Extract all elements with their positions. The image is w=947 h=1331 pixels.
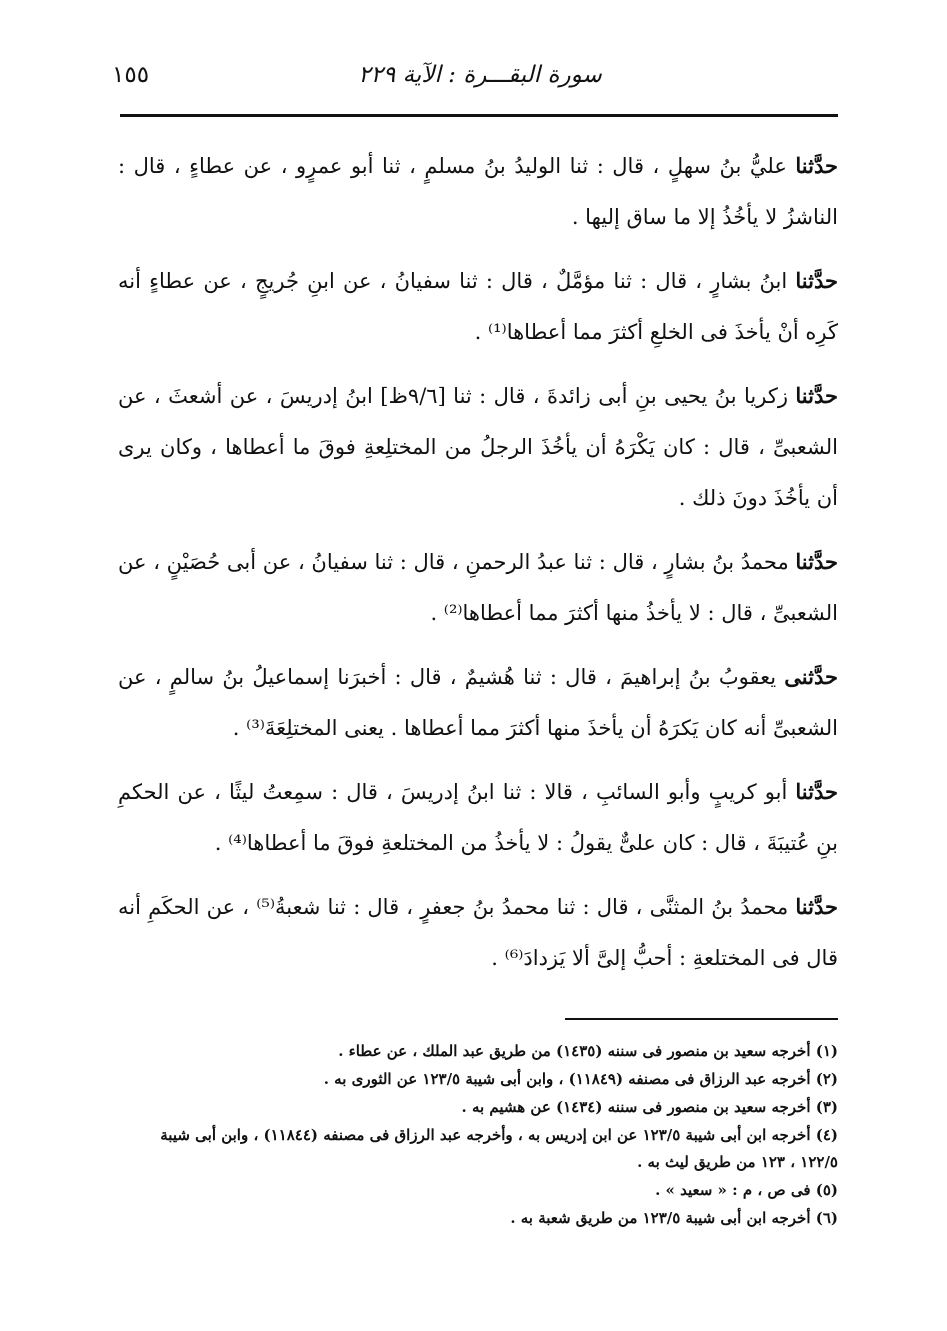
- hadith-paragraph: [118, 881, 838, 984]
- narration-text: أبو كريبٍ وأبو السائبِ ، قالا : ثنا ابنُ إدريسَ ، قال : سمِعتُ ليثًا ، عن الحكمِ بنِ عُتيبَةَ ، قال : كان علىٌّ يقولُ : لا يأخذُ من المختلعةِ فوقَ ما أعطاها⁽⁴⁾ .: [118, 780, 838, 855]
- footnote: (٣) أخرجه سعيد بن منصور فى سننه (١٤٣٤) عن هشيم به .: [461, 1098, 838, 1116]
- narration-lead: حدَّثنا: [795, 153, 838, 178]
- hadith-paragraph: [118, 766, 838, 869]
- hadith-paragraph: [118, 370, 838, 524]
- footnote: (٢) أخرجه عبد الرزاق فى مصنفه (١١٨٤٩) ، وابن أبى شيبة ١٢٣/٥ عن الثورى به .: [323, 1070, 838, 1088]
- footnote: (١) أخرجه سعيد بن منصور فى سننه (١٤٣٥) من طريق عبد الملك ، عن عطاء .: [338, 1042, 838, 1060]
- running-header-title: سورة البقـــرة : الآية ٢٢٩: [358, 62, 602, 88]
- narration-text: محمدُ بنُ بشارٍ ، قال : ثنا عبدُ الرحمنِ ، قال : ثنا سفيانُ ، عن أبى حُصَيْنٍ ، عن الشعبىِّ ، قال : لا يأخذُ منها أكثرَ مما أعطاها⁽²⁾ .: [118, 550, 838, 625]
- main-text: [118, 140, 838, 996]
- narration-text: يعقوبُ بنُ إبراهيمَ ، قال : ثنا هُشيمٌ ، قال : أخبرَنا إسماعيلُ بنُ سالمٍ ، عن الشعبىِّ أنه كان يَكرَهُ أن يأخذَ منها أكثرَ مما أعطاها . يعنى المختلِعَةَ⁽³⁾ .: [118, 665, 838, 740]
- footnote: (٤) أخرجه ابن أبى شيبة ١٢٣/٥ عن ابن إدريس به ، وأخرجه عبد الرزاق فى مصنفه (١١٨٤٤) ، وابن أبى شيبة ١٢٢/٥ ، ١٢٣ من طريق ليث به .: [160, 1126, 838, 1171]
- header-divider: [120, 114, 838, 117]
- narration-text: زكريا بنُ يحيى بنِ أبى زائدةَ ، قال : ثنا [٩/٦ظ] ابنُ إدريسَ ، عن أشعثَ ، عن الشعبىِّ ، قال : كان يَكْرَهُ أن يأخُذَ الرجلُ من المختلِعةِ فوقَ ما أعطاها ، وكان يرى أن يأخُذَ دونَ ذلك .: [118, 384, 838, 510]
- hadith-paragraph: [118, 536, 838, 639]
- narration-lead: حدَّثنا: [795, 268, 838, 293]
- hadith-paragraph: [118, 255, 838, 358]
- footnote-divider: [565, 1018, 838, 1020]
- narration-text: محمدُ بنُ المثنَّى ، قال : ثنا محمدُ بنُ جعفرٍ ، قال : ثنا شعبةُ⁽⁵⁾ ، عن الحكَمِ أنه قال فى المختلعةِ : أحبُّ إلىَّ ألا يَزدادَ⁽⁶⁾ .: [118, 895, 838, 970]
- narration-text: ابنُ بشارٍ ، قال : ثنا مؤمَّلٌ ، قال : ثنا سفيانُ ، عن ابنِ جُريجٍ ، عن عطاءٍ أنه كَرِه أنْ يأخذَ فى الخلعِ أكثرَ مما أعطاها⁽¹⁾ .: [118, 269, 838, 344]
- narration-lead: حدَّثنا: [795, 383, 838, 408]
- footnote: (٥) فى ص ، م : « سعيد » .: [655, 1181, 838, 1199]
- page-number: ١٥٥: [112, 62, 150, 88]
- narration-lead: حدَّثنا: [795, 779, 838, 804]
- narration-lead: حدَّثنى: [784, 664, 838, 689]
- hadith-paragraph: [118, 651, 838, 754]
- hadith-paragraph: [118, 140, 838, 243]
- footnote: (٦) أخرجه ابن أبى شيبة ١٢٣/٥ من طريق شعبة به .: [510, 1209, 838, 1227]
- footnotes: [118, 1038, 838, 1233]
- narration-lead: حدَّثنا: [795, 549, 838, 574]
- narration-text: عليُّ بنُ سهلٍ ، قال : ثنا الوليدُ بنُ مسلمٍ ، ثنا أبو عمرٍو ، عن عطاءٍ ، قال : الناشزُ لا يأخُذُ إلا ما ساق إليها .: [118, 154, 838, 229]
- narration-lead: حدَّثنا: [795, 894, 838, 919]
